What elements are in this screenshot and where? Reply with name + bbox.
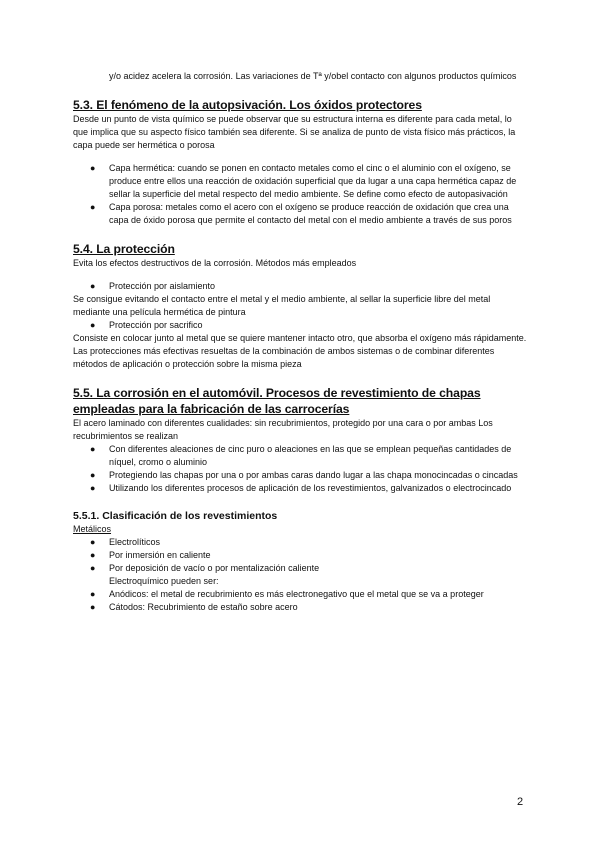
list-item: ● Protegiendo las chapas por una o por ambas caras dando lugar a las chapa monocincadas o cincadas: [90, 470, 518, 480]
list-item: ● Capa hermética: cuando se ponen en contacto metales como el cinc o el aluminio con el oxígeno, se produce entre ellos una reacción de oxidación superficial que da lugar a una capa hermética capaz de sellar la superficie del metal respecto del medio ambiente. Se define como efecto de autopasivación: [90, 163, 517, 199]
bullet-icon: ●: [90, 589, 96, 599]
section-5-3-heading: 5.3. El fenómeno de la autopsivación. Los óxidos protectores: [73, 98, 422, 112]
bullet-icon: ●: [90, 470, 96, 480]
bullet-icon: ●: [90, 537, 96, 547]
section-5-4-paragraph-1: Se consigue evitando el contacto entre el metal y el medio ambiente, al sellar la superficie libre del metal mediante una película hermética de pintura: [73, 294, 491, 317]
list-item: ● Protección por aislamiento: [90, 281, 216, 291]
list-item: ● Electrolíticos: [90, 537, 161, 547]
bullet-icon: ●: [90, 444, 96, 454]
list-item: ● Con diferentes aleaciones de cinc puro o aleaciones en las que se emplean pequeñas cantidades de níquel, cromo o aluminio: [90, 444, 512, 467]
section-5-4-list-2: [73, 319, 528, 332]
bullet-icon: ●: [90, 281, 96, 291]
section-5-4-list-1: [73, 280, 528, 293]
bullet-icon: ●: [90, 602, 96, 612]
section-5-5-1-list: [73, 536, 528, 575]
page-content: [73, 70, 528, 614]
section-5-4-intro: Evita los efectos destructivos de la corrosión. Métodos más empleados: [73, 258, 357, 268]
section-5-3-intro: Desde un punto de vista químico se puede observar que su estructura interna es diferente para cada metal, lo que implica que su aspecto físico también sea diferente. Si se analiza de punto de vista físico más prácticos, la capa puede ser hermética o porosa: [73, 114, 516, 150]
list-item: ● Por inmersión en caliente: [90, 550, 211, 560]
section-5-5-1-list-2: [73, 588, 528, 614]
list-item: ● Cátodos: Recubrimiento de estaño sobre acero: [90, 602, 298, 612]
section-5-5-1-subheading: Metálicos: [73, 524, 112, 534]
section-5-5-1-heading: 5.5.1. Clasificación de los revestimientos: [73, 510, 278, 522]
list-item: ● Utilizando los diferentes procesos de aplicación de los revestimientos, galvanizados o electrocincado: [90, 483, 512, 493]
bullet-icon: ●: [90, 320, 96, 330]
continuation-text: y/o acidez acelera la corrosión. Las variaciones de Tª y/obel contacto con algunos productos químicos: [109, 71, 517, 81]
section-5-5-intro: El acero laminado con diferentes cualidades: sin recubrimientos, protegido por una cara o por ambas Los recubrimientos se realizan: [73, 418, 493, 441]
section-5-4-paragraph-2: Consiste en colocar junto al metal que se quiere mantener intacto otro, que absorba el oxígeno más rápidamente. Las protecciones más efectivas resueltas de la combinación de ambos sistemas o de combinar diferentes métodos de aplicación o protección sobre la misma pieza: [73, 333, 527, 369]
bullet-icon: ●: [90, 483, 96, 493]
bullet-icon: ●: [90, 202, 96, 212]
list-item: ● Por deposición de vacío o por mentalización caliente: [90, 563, 320, 573]
section-5-3-list: [73, 162, 528, 227]
section-5-5-list: [73, 443, 528, 495]
list-item: ● Protección por sacrifico: [90, 320, 203, 330]
bullet-icon: ●: [90, 163, 96, 173]
list-item: ● Anódicos: el metal de recubrimiento es más electronegativo que el metal que se va a proteger: [90, 589, 484, 599]
electroquimico-note: Electroquímico pueden ser:: [109, 576, 219, 586]
page-number: 2: [517, 796, 524, 808]
bullet-icon: ●: [90, 563, 96, 573]
bullet-icon: ●: [90, 550, 96, 560]
list-item: ● Capa porosa: metales como el acero con el oxígeno se produce reacción de oxidación que crea una capa de óxido porosa que permite el contacto del metal con el medio ambiente a través de sus poros: [90, 202, 512, 225]
section-5-5-heading: 5.5. La corrosión en el automóvil. Procesos de revestimiento de chapas empleadas para la fabricación de las carrocerías: [73, 386, 481, 416]
section-5-4-heading: 5.4. La protección: [73, 242, 175, 256]
